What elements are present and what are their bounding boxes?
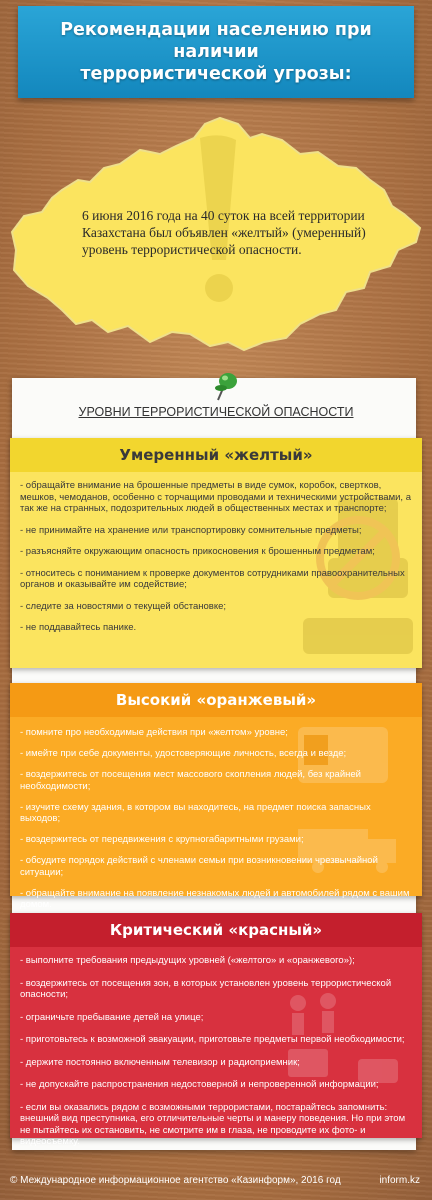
list-item: - разъясняйте окружающим опасность прикосновения к брошенным предметам; <box>20 546 375 557</box>
list-item: - обращайте внимание на появление незнакомых людей и автомобилей рядом с вашим домом. <box>20 887 410 910</box>
list-item: - не поддавайтесь панике. <box>20 622 137 633</box>
level-red-card <box>10 913 422 1147</box>
pushpin-icon <box>208 370 238 404</box>
levels-heading: УРОВНИ ТЕРРОРИСТИЧЕСКОЙ ОПАСНОСТИ <box>78 405 354 419</box>
footer-site[interactable]: inform.kz <box>379 1175 420 1186</box>
page-title: Рекомендации населению при наличии террористической угрозы: <box>60 20 372 84</box>
list-item: - воздержитесь от передвижения с крупногабаритными грузами; <box>20 834 304 845</box>
list-item: - воздержитесь от посещения зон, в которых установлен уровень террористической опасности; <box>20 977 392 1000</box>
list-item: - выполните требования предыдущих уровней («желтого» и «оранжевого»); <box>20 955 355 966</box>
footer-copyright: © Международное информационное агентство «Казинформ», 2016 год <box>10 1175 341 1186</box>
level-orange-card <box>10 683 422 910</box>
level-orange-title: Высокий «оранжевый» <box>10 683 422 717</box>
kazakhstan-map <box>0 110 432 360</box>
list-item: - следите за новостями о текущей обстановке; <box>20 600 227 612</box>
announcement-text: 6 июня 2016 года на 40 суток на всей территории Казахстана был объявлен «желтый» (умеренный) уровень террористической опасности. <box>82 208 366 257</box>
level-orange-list <box>10 717 422 911</box>
list-item: - ограничьте пребывание детей на улице; <box>20 1011 204 1023</box>
list-item: - помните про необходимые действия при «желтом» уровне; <box>20 727 288 738</box>
level-yellow-list <box>10 472 422 634</box>
list-item: - имейте при себе документы, удостоверяющие личность, всегда и везде; <box>20 748 347 759</box>
list-item: - приготовьтесь к возможной эвакуации, приготовьте предметы первой необходимости; <box>20 1034 405 1045</box>
level-yellow-title: Умеренный «желтый» <box>10 438 422 472</box>
level-red-title: Критический «красный» <box>10 913 422 947</box>
level-yellow-card <box>10 438 422 668</box>
level-red-list <box>10 947 422 1148</box>
list-item: - не допускайте распространения недостоверной и непроверенной информации; <box>20 1079 379 1090</box>
list-item: - воздержитесь от посещения мест массового скопления людей, без крайней необходимости; <box>20 769 361 792</box>
list-item: - обращайте внимание на брошенные предметы в виде сумок, коробок, свертков, мешков, чемоданов, особенно с торчащими проводами и техническими устройствами, а так же на странных, подозрительных людей в общественных местах и транспорте; <box>20 480 411 514</box>
list-item: - относитесь с пониманием к проверке документов сотрудниками правоохранительных органов и оказывайте им содействие; <box>20 567 405 590</box>
list-item: - изучите схему здания, в котором вы находитесь, на предмет поиска запасных выходов; <box>20 801 371 824</box>
list-item: - если вы оказались рядом с возможными террористами, постарайтесь запомнить: внешний вид преступника, его отличительные черты и манеру поведения. Но при этом не пытайтесь их остановить, не смотрите им в глаза, не проводите их фото- и видеосъемку. <box>20 1101 406 1147</box>
list-item: - не принимайте на хранение или транспортировку сомнительные предметы; <box>20 524 362 536</box>
list-item: - обсудите порядок действий с членами семьи при возникновении чрезвычайной ситуации; <box>20 855 378 878</box>
list-item: - держите постоянно включенным телевизор и радиоприемник; <box>20 1056 300 1068</box>
header-banner <box>18 6 414 98</box>
